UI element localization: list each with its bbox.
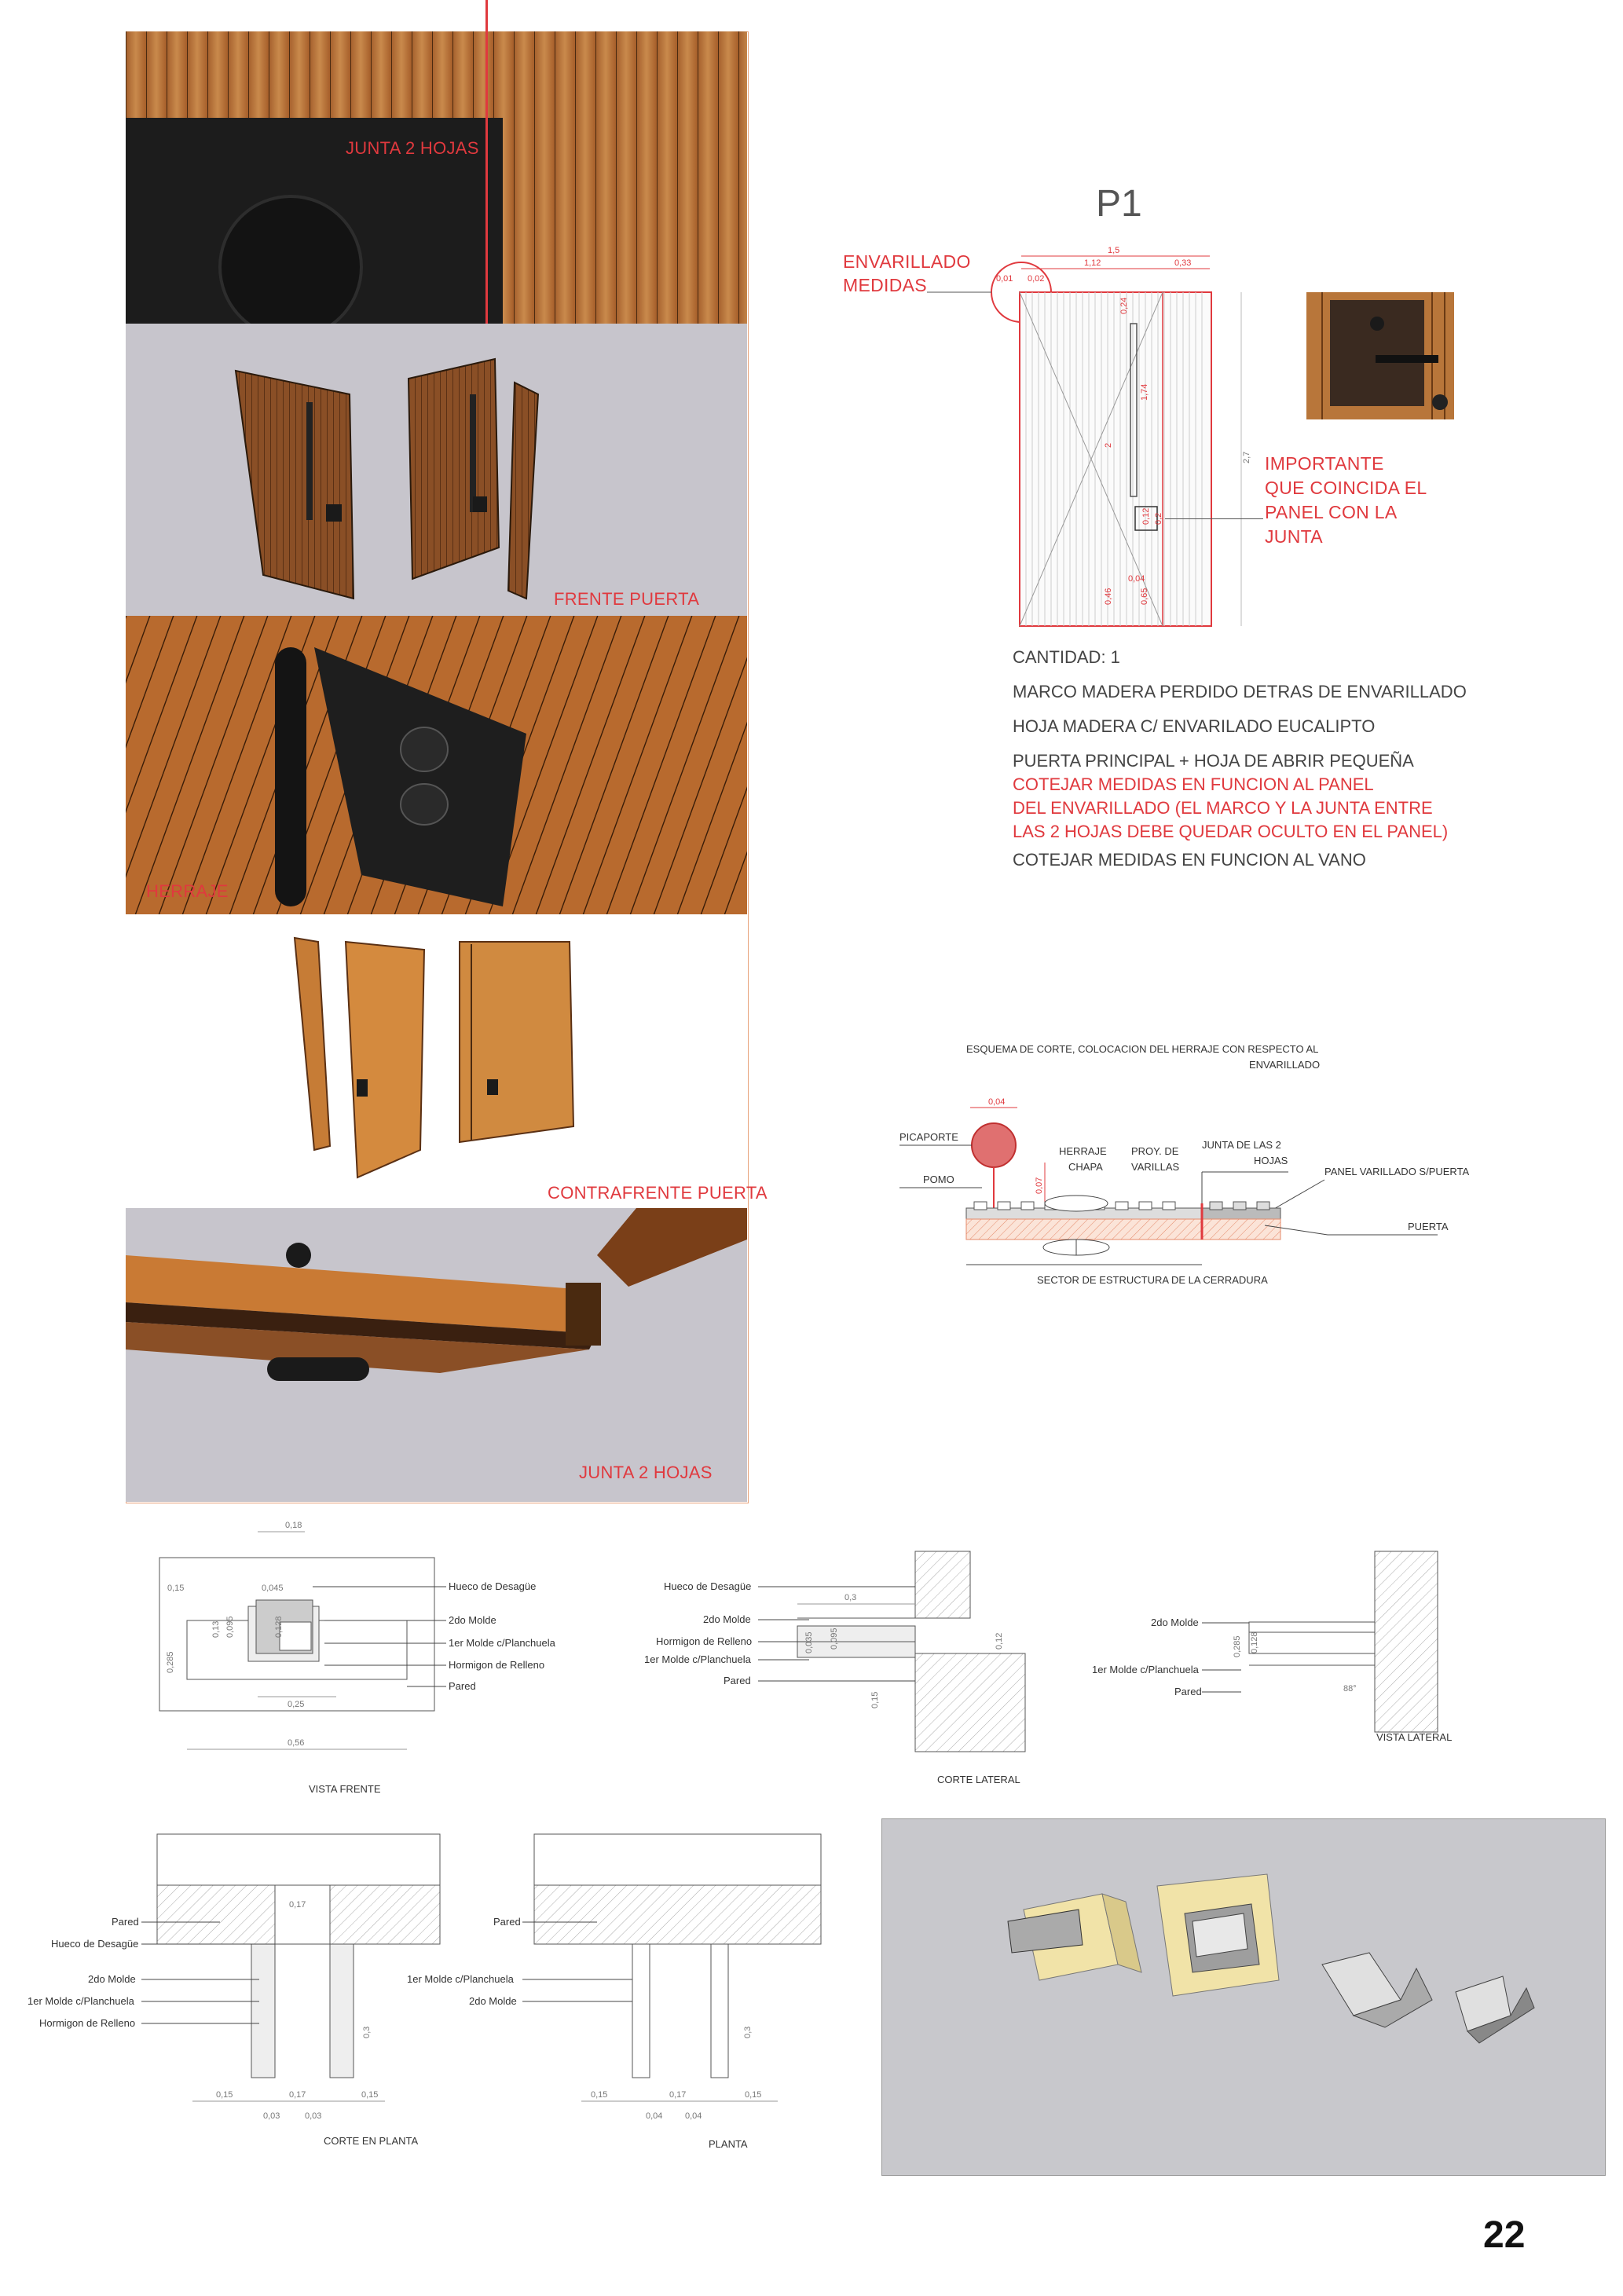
dim-leaf-width: 1,12	[1084, 258, 1101, 268]
callout-importante-line4: JUNTA	[1265, 526, 1323, 547]
dim-front-b: 0,045	[262, 1584, 284, 1593]
dim-plan-cut-e: 0,15	[361, 2090, 379, 2100]
drain-front-view	[156, 1512, 564, 1799]
schema-dim-top: 0,04	[988, 1097, 1006, 1107]
note-red-3: LAS 2 HOJAS DEBE QUEDAR OCULTO EN EL PANEL)	[1013, 822, 1449, 841]
drain-3d-render	[882, 1819, 1605, 2175]
note-red-1: COTEJAR MEDIDAS EN FUNCION AL PANEL	[1013, 774, 1374, 794]
schema-title-2: ENVARILLADO	[1249, 1059, 1321, 1071]
callout-envarillado-line1: ENVARILLADO	[843, 251, 971, 272]
caption-planta: PLANTA	[709, 2138, 748, 2150]
dim-front-a: 0,15	[167, 1584, 185, 1593]
note-frame: MARCO MADERA PERDIDO DETRAS DE ENVARILLADO	[1013, 682, 1467, 701]
dim-side-b: 0,128	[1250, 1631, 1259, 1653]
plancut-label-hormigon: Hormigon de Relleno	[39, 2017, 136, 2029]
plan-label-1er-molde: 1er Molde c/Planchuela	[407, 1973, 514, 1985]
dim-lateral-a: 0,3	[844, 1593, 857, 1602]
dim-handle: 1,74	[1140, 383, 1149, 401]
schema-dim-vertical: 0,07	[1035, 1177, 1044, 1194]
dim-plan-cut-d: 0,17	[289, 2090, 306, 2100]
dim-side-angle: 88°	[1343, 1684, 1357, 1694]
dim-front-e: 0,128	[274, 1616, 284, 1638]
lateral-label-hormigon: Hormigon de Relleno	[656, 1635, 753, 1647]
label-herraje: HERRAJE	[146, 881, 229, 901]
dim-plan-b: 0,15	[591, 2090, 608, 2100]
drain-side-view	[1084, 1547, 1461, 1767]
front-label-pared: Pared	[449, 1680, 476, 1692]
hardware-section-schema	[888, 1037, 1485, 1320]
label-proy-1: PROY. DE	[1131, 1145, 1179, 1157]
label-proy-2: VARILLAS	[1131, 1161, 1180, 1173]
lock-photo	[1306, 292, 1454, 419]
page-number: 22	[1483, 2214, 1526, 2256]
dim-top: 0,24	[1119, 297, 1129, 314]
dim-front-d: 0,095	[225, 1616, 235, 1638]
photo-panel-contrafrente	[126, 914, 747, 1208]
dim-plan-f: 0,04	[685, 2111, 702, 2121]
dim-plan-e: 0,04	[646, 2111, 663, 2121]
door-leaves-front-render	[126, 324, 747, 616]
callout-importante-line2: QUE COINCIDA EL	[1265, 478, 1427, 498]
caption-corte-en-planta: CORTE EN PLANTA	[324, 2135, 419, 2147]
label-junta-2-hojas-bottom: JUNTA 2 HOJAS	[579, 1463, 713, 1482]
door-leaves-back-render	[126, 914, 747, 1208]
note-red-2: DEL ENVARILLADO (EL MARCO Y LA JUNTA ENTRE	[1013, 798, 1433, 818]
dim-plan-cut-a: 0,17	[289, 1900, 306, 1910]
dim-lock-b: 0,2	[1154, 512, 1163, 525]
dim-front-f: 0,25	[288, 1700, 305, 1709]
dim-total-width: 1,5	[1108, 246, 1120, 255]
label-junta-1: JUNTA DE LAS 2	[1202, 1139, 1281, 1151]
plancut-label-1er-molde: 1er Molde c/Planchuela	[27, 1995, 134, 2007]
callout-envarillado-line2: MEDIDAS	[843, 275, 927, 295]
dim-lock-a: 0,12	[1141, 507, 1151, 525]
dim-rod-b: 0,02	[1028, 274, 1045, 284]
label-junta-2: HOJAS	[1254, 1155, 1288, 1166]
dim-plan-cut-g: 0,03	[305, 2111, 322, 2121]
label-herraje-1: HERRAJE	[1059, 1145, 1107, 1157]
photo-panel-junta-bottom	[126, 1208, 747, 1502]
callout-importante-line1: IMPORTANTE	[1265, 453, 1384, 474]
label-sector-estructura: SECTOR DE ESTRUCTURA DE LA CERRADURA	[1037, 1274, 1268, 1286]
drain-plan	[393, 1830, 833, 2160]
dim-low-1: 0,46	[1104, 588, 1113, 605]
wood-render-junta	[126, 31, 747, 324]
dim-front-c: 0,13	[211, 1620, 221, 1638]
lateral-label-pared: Pared	[724, 1675, 751, 1686]
caption-vista-lateral: VISTA LATERAL	[1376, 1731, 1453, 1743]
photo-panel-frente	[126, 324, 747, 616]
dim-lateral-d: 0,12	[995, 1632, 1004, 1650]
sheet-title: P1	[1096, 183, 1142, 225]
plancut-label-hueco: Hueco de Desagüe	[51, 1938, 139, 1950]
label-frente-puerta: FRENTE PUERTA	[554, 589, 700, 609]
dim-rod-a: 0,01	[996, 274, 1013, 284]
plan-label-pared: Pared	[493, 1916, 521, 1928]
notes-block	[1013, 646, 1467, 872]
front-label-1er-molde: 1er Molde c/Planchuela	[449, 1637, 555, 1649]
plancut-label-pared: Pared	[112, 1916, 139, 1928]
front-label-hueco: Hueco de Desagüe	[449, 1580, 537, 1592]
dim-plan-cut-c: 0,15	[216, 2090, 233, 2100]
dim-plan-cut-b: 0,3	[362, 2026, 372, 2038]
drain-3d-render-panel	[881, 1818, 1606, 2176]
label-herraje-2: CHAPA	[1068, 1161, 1103, 1173]
label-junta-2-hojas-top: JUNTA 2 HOJAS	[346, 138, 479, 158]
plan-label-2do-molde: 2do Molde	[469, 1995, 517, 2007]
dim-leaf-height: 2	[1104, 442, 1113, 448]
dim-lateral-b: 0,095	[830, 1628, 839, 1650]
front-label-hormigon: Hormigon de Relleno	[449, 1659, 545, 1671]
caption-corte-lateral: CORTE LATERAL	[937, 1774, 1020, 1785]
callout-importante-leader	[1165, 518, 1263, 519]
label-puerta: PUERTA	[1408, 1221, 1449, 1232]
dim-front-top: 0,18	[285, 1521, 302, 1530]
note-door: PUERTA PRINCIPAL + HOJA DE ABRIR PEQUEÑA	[1013, 751, 1414, 771]
dim-total-height: 2,7	[1242, 451, 1251, 463]
caption-vista-frente: VISTA FRENTE	[309, 1783, 381, 1795]
note-qty: CANTIDAD: 1	[1013, 647, 1120, 667]
edge-render-junta	[126, 1208, 747, 1502]
hardware-render	[126, 616, 747, 914]
note-leaf: HOJA MADERA C/ ENVARILADO EUCALIPTO	[1013, 716, 1376, 736]
side-label-2do-molde: 2do Molde	[1151, 1617, 1199, 1628]
lateral-label-2do-molde: 2do Molde	[703, 1613, 751, 1625]
plancut-label-2do-molde: 2do Molde	[88, 1973, 136, 1985]
side-label-pared: Pared	[1174, 1686, 1202, 1697]
callout-importante	[1265, 452, 1427, 549]
note-last: COTEJAR MEDIDAS EN FUNCION AL VANO	[1013, 850, 1366, 870]
dim-small-leaf: 0,33	[1174, 258, 1192, 268]
label-pomo: POMO	[923, 1174, 954, 1185]
door-elevation-drawing	[927, 236, 1273, 644]
dim-low-2: 0,65	[1140, 588, 1149, 605]
dim-front-g: 0,56	[288, 1738, 305, 1748]
schema-title-1: ESQUEMA DE CORTE, COLOCACION DEL HERRAJE CON RESPECTO AL	[966, 1043, 1319, 1055]
side-label-1er-molde: 1er Molde c/Planchuela	[1092, 1664, 1199, 1675]
dim-plan-d: 0,15	[745, 2090, 762, 2100]
photo-panel-herraje	[126, 616, 747, 914]
dim-front-h: 0,285	[166, 1651, 175, 1673]
lateral-label-hueco: Hueco de Desagüe	[664, 1580, 752, 1592]
label-contrafrente-puerta: CONTRAFRENTE PUERTA	[548, 1183, 768, 1203]
dim-plan-cut-f: 0,03	[263, 2111, 280, 2121]
dim-lateral-c: 0,035	[804, 1631, 814, 1653]
front-label-2do-molde: 2do Molde	[449, 1614, 496, 1626]
junta-red-line	[485, 0, 488, 369]
dim-side-a: 0,285	[1233, 1635, 1242, 1657]
label-picaporte: PICAPORTE	[899, 1131, 958, 1143]
dim-plan-c: 0,17	[669, 2090, 687, 2100]
label-panel-varillado: PANEL VARILLADO S/PUERTA	[1324, 1166, 1470, 1177]
dim-lateral-e: 0,15	[870, 1691, 880, 1708]
dim-lock-w: 0,04	[1128, 574, 1145, 584]
dim-plan-a: 0,3	[743, 2026, 753, 2038]
callout-importante-line3: PANEL CON LA	[1265, 502, 1398, 522]
lateral-label-1er-molde: 1er Molde c/Planchuela	[644, 1653, 751, 1665]
photo-panel-junta-top	[126, 31, 747, 324]
drain-lateral-section	[640, 1547, 1041, 1799]
